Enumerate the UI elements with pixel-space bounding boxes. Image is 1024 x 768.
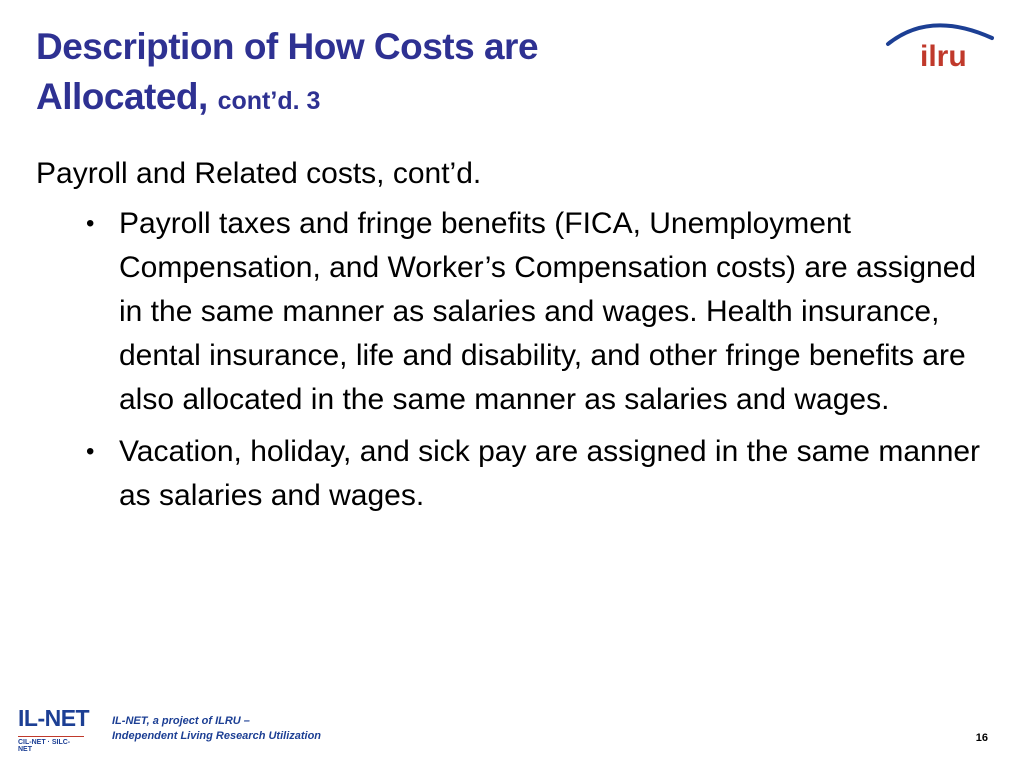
intro-text: Payroll and Related costs, cont’d. [36,157,482,190]
slide-title [36,22,836,126]
il-net-logo [18,706,98,756]
bullet-icon: • [86,438,95,465]
title-line-1: Description of How Costs are [36,26,539,67]
bullet-list [36,202,996,518]
footer-text [112,714,321,744]
il-net-brand: IL-NET [18,705,90,731]
title-line-2-main: Allocated, [36,76,208,117]
ilru-logo-text: ilru [920,40,967,73]
title-line-2 [36,72,836,126]
page-number: 16 [975,732,988,744]
bullet-icon: • [86,210,95,237]
footer-line-1: IL-NET, a project of ILRU – [112,715,250,727]
il-net-brand-sub: CIL-NET · SILC-NET [18,736,84,753]
bullet-text: Vacation, holiday, and sick pay are assigned in the same manner as salaries and wages. [119,435,981,512]
title-suffix: cont’d. 3 [217,87,321,115]
footer-line-2: Independent Living Research Utilization [112,730,322,742]
ilru-logo [880,16,1000,76]
bullet-item [36,430,996,518]
bullet-item [36,202,996,422]
slide-body [36,152,996,526]
bullet-text: Payroll taxes and fringe benefits (FICA, Unemployment Compensation, and Worker’s Compensation costs) are assigned in the same manner as salaries and wages. Health insurance, dental insurance, life and disability, and other fringe benefits are also allocated in the same manner as salaries and wages. [119,207,977,416]
